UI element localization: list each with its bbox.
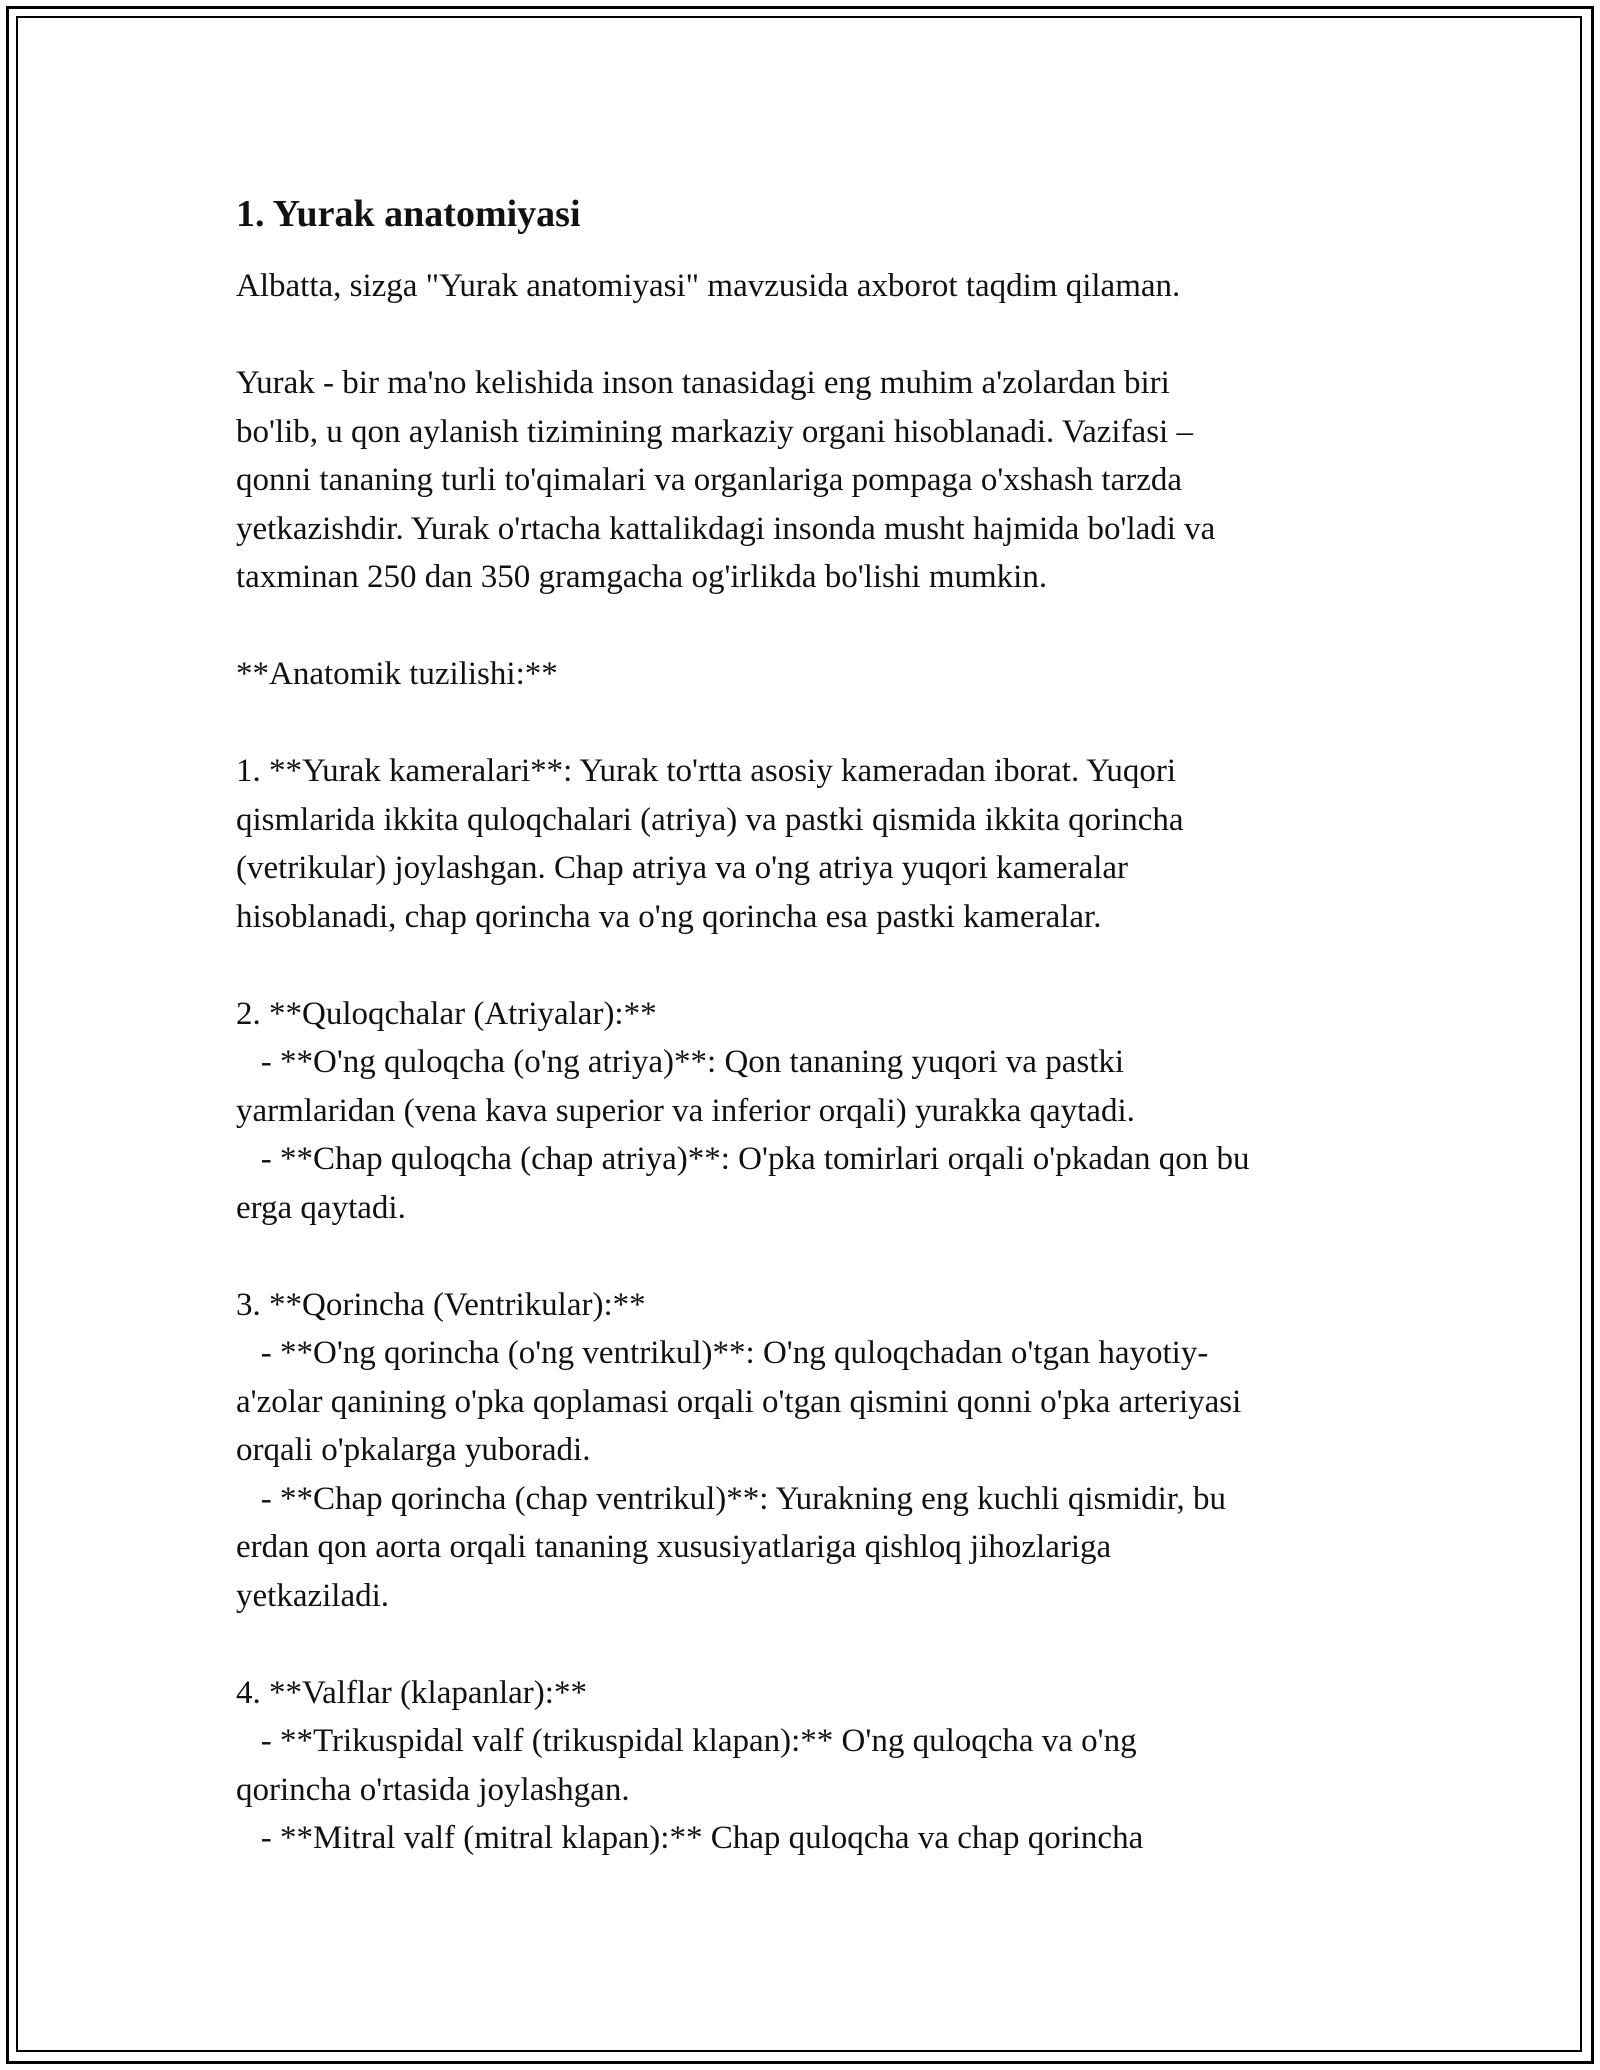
atria-paragraph: 2. **Quloqchalar (Atriyalar):** - **O'ng quloqcha (o'ng atriya)**: Qon tananing yuqori va pastki yarmlaridan (vena kava superior va inferior orqali) yurakka qaytadi. - **Chap quloqcha (chap atriya)**: O'pka tomirlari orqali o'pkadan qon bu erga qaytadi. (236, 995, 1250, 1226)
heart-description-paragraph: Yurak - bir ma'no kelishida inson tanasidagi eng muhim a'zolardan biri bo'lib, u qon aylanish tizimining markaziy organi hisoblanadi. Vazifasi – qonni tananing turli to'qimalari va organlariga pompaga o'xshash tarzda yetkazishdir. Yurak o'rtacha kattalikdagi insonda musht hajmida bo'ladi va taxminan 250 dan 350 gramgacha og'irlikda bo'lishi mumkin. (236, 365, 1216, 595)
intro-paragraph: Albatta, sizga "Yurak anatomiyasi" mavzusida axborot taqdim qilaman. (236, 268, 1181, 304)
page-title: 1. Yurak anatomiyasi (236, 193, 581, 235)
chambers-paragraph: 1. **Yurak kameralari**: Yurak to'rtta asosiy kameradan iborat. Yuqori qismlarida ikkita quloqchalari (atriya) va pastki qismida ikkita qorincha (vetrikular) joylashgan. Chap atriya va o'ng atriya yuqori kameralar hisoblanadi, chap qorincha va o'ng qorincha esa pastki kameralar. (236, 753, 1184, 935)
ventricles-paragraph: 3. **Qorincha (Ventrikular):** - **O'ng qorincha (o'ng ventrikul)**: O'ng quloqchadan o'tgan hayotiy- a'zolar qanining o'pka qoplamasi orqali o'tgan qismini qonni o'pka arteriyasi orqali o'pkalarga yuboradi. - **Chap qorincha (chap ventrikul)**: Yurakning eng kuchli qismidir, bu erdan qon aorta orqali tananing xususiyatlariga qishloq jihozlariga yetkaziladi. (236, 1286, 1242, 1614)
valves-paragraph: 4. **Valflar (klapanlar):** - **Trikuspidal valf (trikuspidal klapan):** O'ng quloqcha va o'ng qorincha o'rtasida joylashgan. - **Mitral valf (mitral klapan):** Chap quloqcha va chap qorincha (236, 1674, 1144, 1856)
document-body (236, 186, 1376, 1911)
anatomy-heading-paragraph: **Anatomik tuzilishi:** (236, 656, 558, 692)
